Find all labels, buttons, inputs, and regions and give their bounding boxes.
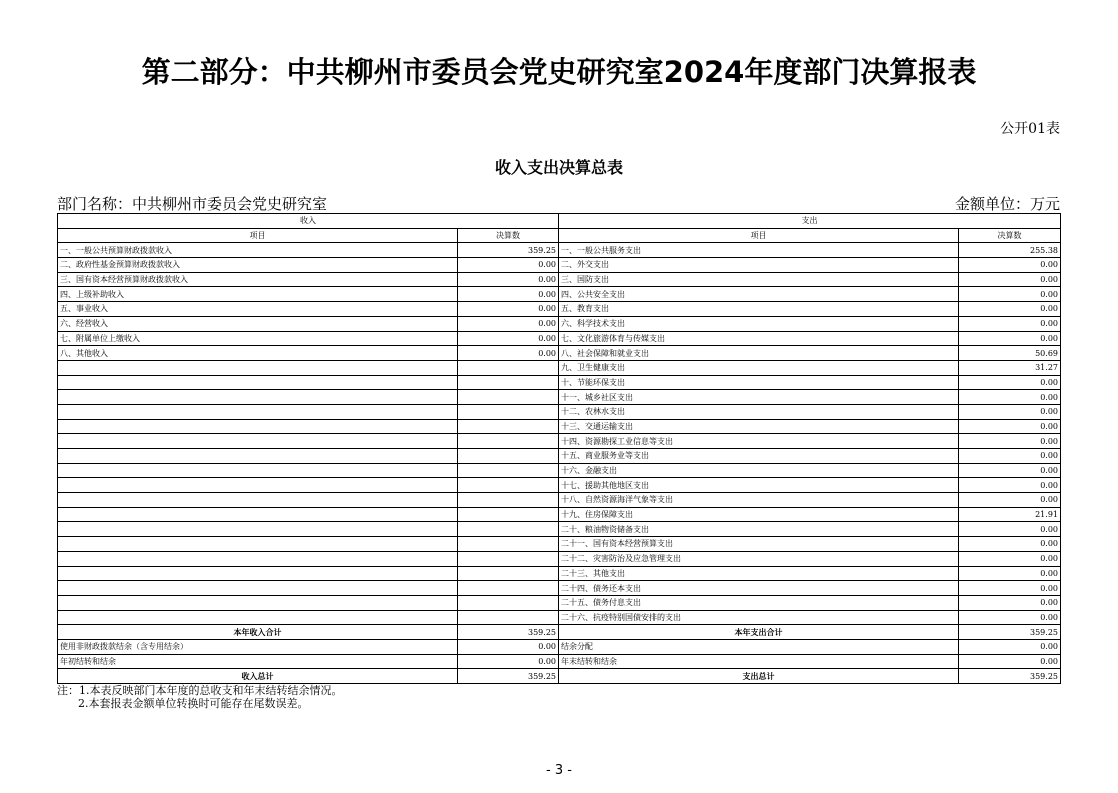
income-item-cell <box>58 537 458 552</box>
income-amount-cell: 359.25 <box>458 243 559 258</box>
income-amount-cell <box>458 507 559 522</box>
income-amount-cell <box>458 537 559 552</box>
table-row <box>58 302 1061 317</box>
income-item-cell <box>58 581 458 596</box>
income-item-cell: 五、事业收入 <box>58 302 458 317</box>
income-item-cell: 收入总计 <box>58 669 458 684</box>
income-item-cell <box>58 434 458 449</box>
table-row <box>58 478 1061 493</box>
income-amount-cell <box>458 478 559 493</box>
table-row <box>58 272 1061 287</box>
income-item-cell <box>58 390 458 405</box>
report-title: 第二部分：中共柳州市委员会党史研究室2024年度部门决算报表 <box>141 55 977 89</box>
summary-row <box>58 654 1061 669</box>
table-header-row <box>58 214 1061 229</box>
summary-row <box>58 639 1061 654</box>
table-row <box>58 287 1061 302</box>
income-amount-cell <box>458 581 559 596</box>
expense-item-cell: 十九、住房保障支出 <box>559 507 959 522</box>
expense-amount-cell: 0.00 <box>959 331 1061 346</box>
expense-amount-cell: 0.00 <box>959 419 1061 434</box>
table-row <box>58 375 1061 390</box>
expense-item-cell: 十四、资源勘探工业信息等支出 <box>559 434 959 449</box>
income-item-cell: 三、国有资本经营预算财政拨款收入 <box>58 272 458 287</box>
summary-row <box>58 669 1061 684</box>
expense-amount-cell: 0.00 <box>959 478 1061 493</box>
income-item-cell <box>58 375 458 390</box>
expense-item-cell: 四、公共安全支出 <box>559 287 959 302</box>
expense-amount-cell: 0.00 <box>959 654 1061 669</box>
expense-amount-cell: 0.00 <box>959 581 1061 596</box>
income-amount-cell <box>458 404 559 419</box>
table-row <box>58 551 1061 566</box>
income-amount-cell <box>458 375 559 390</box>
table-row <box>58 610 1061 625</box>
income-item-cell <box>58 419 458 434</box>
income-item-cell: 一、一般公共预算财政拨款收入 <box>58 243 458 258</box>
table-row <box>58 404 1061 419</box>
expense-amount-cell: 0.00 <box>959 302 1061 317</box>
income-amount-header: 决算数 <box>458 228 559 243</box>
income-amount-cell: 0.00 <box>458 302 559 317</box>
expense-item-cell: 七、文化旅游体育与传媒支出 <box>559 331 959 346</box>
income-item-cell <box>58 478 458 493</box>
table-row <box>58 595 1061 610</box>
income-item-cell: 二、政府性基金预算财政拨款收入 <box>58 258 458 273</box>
income-amount-cell: 0.00 <box>458 258 559 273</box>
expense-amount-cell: 21.91 <box>959 507 1061 522</box>
income-item-cell <box>58 404 458 419</box>
table-row <box>58 581 1061 596</box>
expense-amount-cell: 0.00 <box>959 493 1061 508</box>
expense-amount-cell: 0.00 <box>959 272 1061 287</box>
expense-item-cell: 二十四、债务还本支出 <box>559 581 959 596</box>
expense-amount-cell: 359.25 <box>959 669 1061 684</box>
income-amount-cell: 0.00 <box>458 346 559 361</box>
expense-item-cell: 二十一、国有资本经营预算支出 <box>559 537 959 552</box>
income-item-cell <box>58 493 458 508</box>
expense-item-cell: 二、外交支出 <box>559 258 959 273</box>
table-row <box>58 360 1061 375</box>
income-item-cell: 本年收入合计 <box>58 625 458 640</box>
expense-header: 支出 <box>559 214 1061 229</box>
expense-amount-cell: 0.00 <box>959 434 1061 449</box>
expense-item-cell: 十一、城乡社区支出 <box>559 390 959 405</box>
expense-amount-cell: 0.00 <box>959 522 1061 537</box>
table-row <box>58 316 1061 331</box>
income-amount-cell: 0.00 <box>458 272 559 287</box>
income-item-cell: 年初结转和结余 <box>58 654 458 669</box>
expense-amount-cell: 0.00 <box>959 595 1061 610</box>
income-amount-cell: 0.00 <box>458 639 559 654</box>
income-item-header: 项目 <box>58 228 458 243</box>
table-row <box>58 434 1061 449</box>
income-amount-cell: 0.00 <box>458 331 559 346</box>
income-item-cell <box>58 610 458 625</box>
income-amount-cell <box>458 390 559 405</box>
department-name: 部门名称：中共柳州市委员会党史研究室 <box>57 195 328 213</box>
income-header: 收入 <box>58 214 559 229</box>
expense-item-cell: 二十六、抗疫特别国债安排的支出 <box>559 610 959 625</box>
expense-amount-cell: 0.00 <box>959 390 1061 405</box>
expense-amount-cell: 255.38 <box>959 243 1061 258</box>
expense-amount-cell: 50.69 <box>959 346 1061 361</box>
income-amount-cell <box>458 566 559 581</box>
income-item-cell <box>58 507 458 522</box>
table-row <box>58 331 1061 346</box>
income-amount-cell <box>458 360 559 375</box>
expense-amount-cell: 0.00 <box>959 287 1061 302</box>
income-item-cell: 六、经营收入 <box>58 316 458 331</box>
table-subheader-row <box>58 228 1061 243</box>
income-item-cell <box>58 595 458 610</box>
income-item-cell <box>58 522 458 537</box>
table-row <box>58 537 1061 552</box>
income-expense-table <box>57 213 1061 684</box>
expense-item-cell: 十七、援助其他地区支出 <box>559 478 959 493</box>
table-row <box>58 493 1061 508</box>
expense-item-cell: 二十二、灾害防治及应急管理支出 <box>559 551 959 566</box>
income-item-cell: 四、上级补助收入 <box>58 287 458 302</box>
income-amount-cell <box>458 522 559 537</box>
income-amount-cell <box>458 551 559 566</box>
table-subtitle: 收入支出决算总表 <box>494 158 623 177</box>
expense-item-cell: 六、科学技术支出 <box>559 316 959 331</box>
expense-item-cell: 十三、交通运输支出 <box>559 419 959 434</box>
table-row <box>58 258 1061 273</box>
expense-item-cell: 八、社会保障和就业支出 <box>559 346 959 361</box>
table-row <box>58 463 1061 478</box>
expense-amount-cell: 0.00 <box>959 463 1061 478</box>
expense-amount-cell: 0.00 <box>959 610 1061 625</box>
income-item-cell: 八、其他收入 <box>58 346 458 361</box>
expense-amount-cell: 0.00 <box>959 375 1061 390</box>
summary-row <box>58 625 1061 640</box>
expense-item-cell: 十五、商业服务业等支出 <box>559 449 959 464</box>
income-item-cell: 七、附属单位上缴收入 <box>58 331 458 346</box>
expense-amount-header: 决算数 <box>959 228 1061 243</box>
income-amount-cell <box>458 493 559 508</box>
income-amount-cell <box>458 419 559 434</box>
income-amount-cell <box>458 463 559 478</box>
table-row <box>58 522 1061 537</box>
table-row <box>58 419 1061 434</box>
income-amount-cell: 0.00 <box>458 287 559 302</box>
expense-amount-cell: 0.00 <box>959 551 1061 566</box>
expense-amount-cell: 0.00 <box>959 316 1061 331</box>
income-amount-cell <box>458 595 559 610</box>
expense-item-cell: 二十三、其他支出 <box>559 566 959 581</box>
footnotes <box>57 684 343 710</box>
expense-item-cell: 二十五、债务付息支出 <box>559 595 959 610</box>
table-row <box>58 507 1061 522</box>
income-item-cell <box>58 566 458 581</box>
footnote-2: 2.本套报表金额单位转换时可能存在尾数误差。 <box>78 697 309 710</box>
expense-amount-cell: 0.00 <box>959 566 1061 581</box>
income-amount-cell <box>458 434 559 449</box>
expense-amount-cell: 0.00 <box>959 639 1061 654</box>
footnote-1: 注：1.本表反映部门本年度的总收支和年末结转结余情况。 <box>57 684 343 697</box>
expense-item-cell: 一、一般公共服务支出 <box>559 243 959 258</box>
table-row <box>58 449 1061 464</box>
expense-item-cell: 十六、金融支出 <box>559 463 959 478</box>
expense-item-cell: 五、教育支出 <box>559 302 959 317</box>
expense-item-cell: 九、卫生健康支出 <box>559 360 959 375</box>
expense-item-header: 项目 <box>559 228 959 243</box>
income-amount-cell <box>458 449 559 464</box>
income-amount-cell: 0.00 <box>458 654 559 669</box>
expense-amount-cell: 0.00 <box>959 537 1061 552</box>
expense-amount-cell: 31.27 <box>959 360 1061 375</box>
expense-item-cell: 本年支出合计 <box>559 625 959 640</box>
expense-item-cell: 十八、自然资源海洋气象等支出 <box>559 493 959 508</box>
expense-item-cell: 结余分配 <box>559 639 959 654</box>
table-row <box>58 390 1061 405</box>
expense-item-cell: 年末结转和结余 <box>559 654 959 669</box>
income-item-cell: 使用非财政拨款结余（含专用结余） <box>58 639 458 654</box>
income-amount-cell: 359.25 <box>458 625 559 640</box>
expense-item-cell: 三、国防支出 <box>559 272 959 287</box>
expense-amount-cell: 0.00 <box>959 449 1061 464</box>
income-item-cell <box>58 360 458 375</box>
expense-amount-cell: 0.00 <box>959 258 1061 273</box>
expense-item-cell: 二十、粮油物资储备支出 <box>559 522 959 537</box>
expense-item-cell: 支出总计 <box>559 669 959 684</box>
table-row <box>58 346 1061 361</box>
income-item-cell <box>58 463 458 478</box>
page-number: - 3 - <box>546 763 572 778</box>
income-item-cell <box>58 551 458 566</box>
expense-item-cell: 十、节能环保支出 <box>559 375 959 390</box>
income-amount-cell: 359.25 <box>458 669 559 684</box>
table-row <box>58 243 1061 258</box>
income-item-cell <box>58 449 458 464</box>
amount-unit: 金额单位：万元 <box>954 195 1060 213</box>
form-number: 公开01表 <box>1000 121 1060 137</box>
expense-amount-cell: 0.00 <box>959 404 1061 419</box>
expense-item-cell: 十二、农林水支出 <box>559 404 959 419</box>
income-amount-cell: 0.00 <box>458 316 559 331</box>
table-row <box>58 566 1061 581</box>
expense-amount-cell: 359.25 <box>959 625 1061 640</box>
income-amount-cell <box>458 610 559 625</box>
